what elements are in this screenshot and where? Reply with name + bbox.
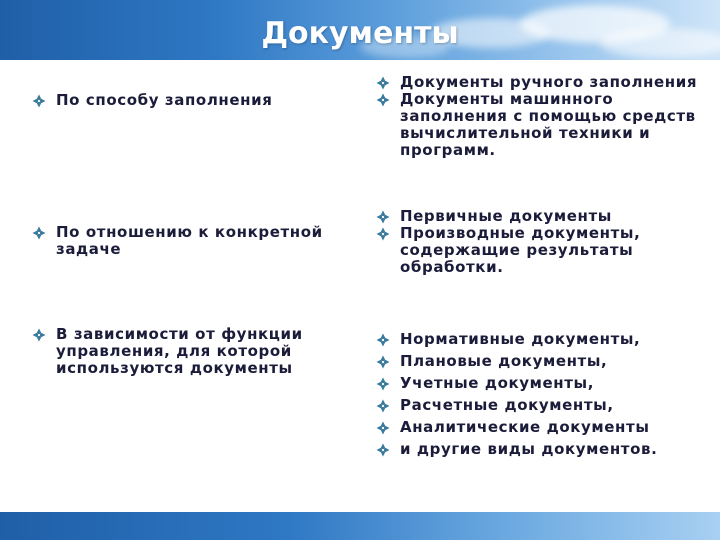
type-text: Документы ручного заполнения [400,73,698,91]
types-method-of-filling [374,74,704,159]
diamond-bullet-icon [376,76,390,90]
type-item [374,208,704,225]
diamond-bullet-icon [376,333,390,347]
type-item [374,74,704,91]
diamond-bullet-icon [376,421,390,435]
diamond-bullet-icon [376,93,390,107]
type-item [374,331,704,348]
type-text: Нормативные документы, [400,330,641,348]
type-text: Учетные документы, [400,374,594,392]
type-item [374,441,704,458]
type-text: и другие виды документов. [400,440,658,458]
diamond-bullet-icon [376,399,390,413]
types-relation-to-task [374,208,704,276]
diamond-bullet-icon [32,94,46,108]
criterion-text: В зависимости от функции управления, для которой используются документы [56,325,303,377]
criterion-text: По отношению к конкретной задаче [56,223,323,258]
criterion-item [30,224,350,258]
criterion-management-function [30,326,350,377]
type-item [374,91,704,159]
diamond-bullet-icon [32,226,46,240]
type-text: Производные документы, содержащие результаты обработки. [400,224,641,276]
diamond-bullet-icon [32,328,46,342]
types-management-function [374,331,704,463]
diamond-bullet-icon [376,227,390,241]
type-item [374,353,704,370]
type-item [374,225,704,276]
diamond-bullet-icon [376,210,390,224]
type-text: Аналитические документы [400,418,650,436]
header-banner [0,0,720,60]
diamond-bullet-icon [376,355,390,369]
type-text: Первичные документы [400,207,612,225]
footer-bar [0,512,720,540]
type-text: Документы машинного заполнения с помощью средств вычислительной техники и программ. [400,90,696,159]
type-item [374,419,704,436]
criterion-method-of-filling [30,92,350,109]
criterion-text: По способу заполнения [56,91,273,109]
criterion-item [30,92,350,109]
criterion-relation-to-task [30,224,350,258]
slide-title: Документы [261,16,459,51]
type-item [374,397,704,414]
type-item [374,375,704,392]
criterion-item [30,326,350,377]
diamond-bullet-icon [376,377,390,391]
diamond-bullet-icon [376,443,390,457]
type-text: Плановые документы, [400,352,608,370]
type-text: Расчетные документы, [400,396,614,414]
